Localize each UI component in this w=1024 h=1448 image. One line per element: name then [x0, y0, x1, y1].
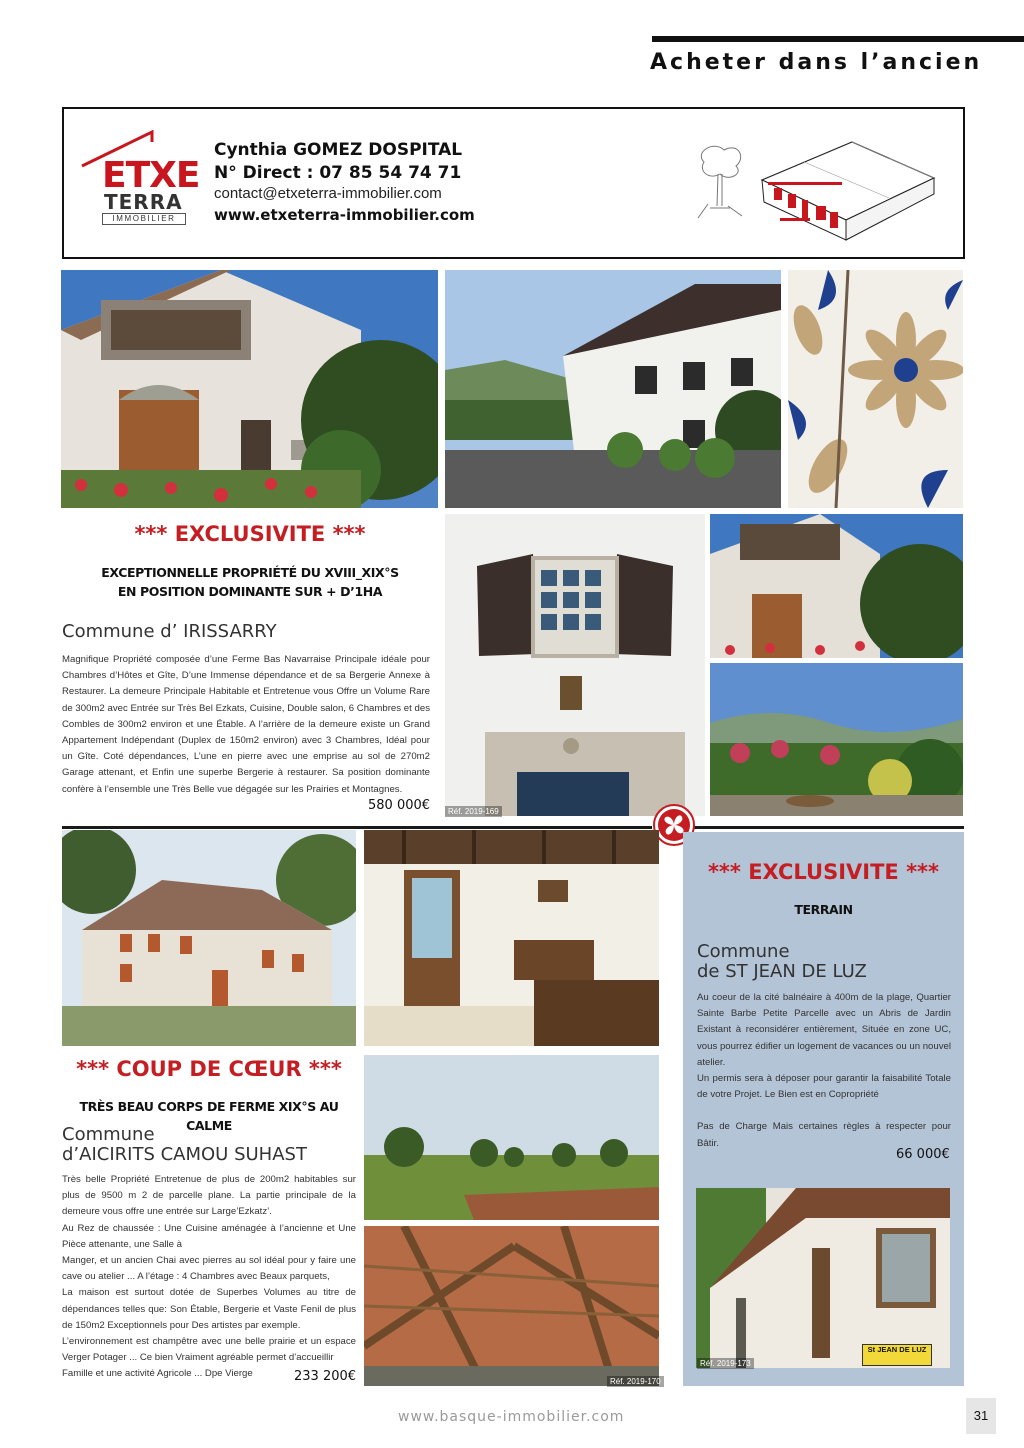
page-number: 31	[966, 1398, 996, 1434]
photo-irissarry-window-lantern	[445, 514, 705, 816]
photo-aicirits-barn-roof	[364, 1226, 659, 1386]
agency-logo	[80, 128, 200, 230]
listing3-headline: TERRAIN	[794, 902, 853, 917]
st-jean-de-luz-sign	[862, 1344, 932, 1366]
section-separator-left	[62, 826, 652, 829]
section-title: Acheter dans l’ancien	[650, 50, 983, 75]
listing3-commune-line1: Commune	[697, 941, 790, 962]
listing3-ref: Réf. 2019-173	[697, 1358, 754, 1369]
logo-word-immobilier: IMMOBILIER	[102, 213, 186, 225]
listing3-paragraph: Pas de Charge Mais certaines règles à respecter pour Bâtir.	[697, 1121, 951, 1149]
listing2-ref: Réf. 2019-170	[607, 1376, 664, 1387]
logo-word-terra: TERRA	[104, 190, 183, 214]
photo-irissarry-facade	[61, 270, 438, 508]
listing2-commune-line1: Commune	[62, 1124, 155, 1145]
listing2-commune	[62, 1125, 356, 1165]
listing3-paragraph: Un permis sera à déposer pour garantir la faisabilité Totale de votre Projet. Le Bien est en Copropriété	[697, 1073, 951, 1101]
listing1-commune: Commune d’ IRISSARRY	[62, 621, 277, 642]
photo-irissarry-house-side	[445, 270, 781, 508]
listing2-coup-de-coeur-banner: *** COUP DE CŒUR ***	[76, 1057, 342, 1081]
listing3-price: 66 000€	[896, 1147, 950, 1162]
photo-aicirits-meadow	[364, 1055, 659, 1220]
listing1-ref: Réf. 2019-169	[445, 806, 502, 817]
listing2-paragraph: Manger, et un ancien Chai avec pierres au sol idéal pour y faire une cave ou atelier ... A l’étage : 4 Chambres avec Beaux parquets,	[62, 1255, 356, 1283]
contact-name: Cynthia GOMEZ DOSPITAL	[214, 140, 463, 160]
contact-email[interactable]: contact@etxeterra-immobilier.com	[214, 185, 442, 202]
contact-phone: N° Direct : 07 85 54 74 71	[214, 163, 462, 183]
farmhouse-sketch-illustration	[684, 122, 954, 244]
listing3-commune-line2: de ST JEAN DE LUZ	[697, 961, 867, 982]
footer-website[interactable]: www.basque-immobilier.com	[398, 1409, 625, 1425]
listing1-headline-line1: EXCEPTIONNELLE PROPRIÉTÉ DU XVIII_XIX°S	[101, 565, 399, 580]
photo-irissarry-tile-detail	[788, 270, 963, 508]
listing2-price: 233 200€	[294, 1369, 357, 1384]
photo-st-jean-de-luz-shed	[696, 1188, 950, 1368]
sign-text: St JEAN DE LUZ	[867, 1345, 927, 1354]
listing1-headline-line2: EN POSITION DOMINANTE SUR + D’1HA	[117, 584, 383, 599]
listing3-description	[697, 990, 951, 1152]
photo-irissarry-balcony	[710, 514, 963, 658]
listing2-paragraph: Très belle Propriété Entretenue de plus de 200m2 habitables sur plus de 9500 m 2 de parcelle plane. La partie principale de la demeure vous offre une entrée sur Large’Ezkatz’.	[62, 1174, 356, 1218]
listing3-exclusive-banner: *** EXCLUSIVITE ***	[707, 860, 940, 884]
photo-irissarry-valley-view	[710, 663, 963, 816]
listing2-paragraph: La maison est surtout dotée de Superbes Volumes au titre de dépendances telles que: Son Étable, Bergerie et Vaste Fenil de plus de 150m2 Exceptionnels pour Des artistes par exemple.	[62, 1287, 356, 1331]
photo-aicirits-farmhouse	[62, 830, 356, 1046]
header-rule	[652, 36, 1024, 42]
contact-website[interactable]: www.etxeterra-immobilier.com	[214, 206, 475, 224]
listing3-commune	[697, 942, 957, 982]
photo-aicirits-kitchen	[364, 830, 659, 1046]
logo-word-etxe: ETXE	[102, 155, 200, 196]
listing2-paragraph: Famille et une activité Agricole ... Dpe Vierge	[62, 1368, 253, 1380]
listing1-exclusive-banner: *** EXCLUSIVITE ***	[134, 522, 366, 546]
listing2-description	[62, 1172, 356, 1383]
listing2-headline: TRÈS BEAU CORPS DE FERME XIX°S AU CALME	[79, 1099, 339, 1133]
listing1-headline	[62, 563, 438, 601]
listing3-paragraph: Au coeur de la cité balnéaire à 400m de la plage, Quartier Sainte Barbe Petite Parcelle avec un Abris de Jardin Existant à reconsidérer entièrement, Située en zone UC, vous pourrez édifier un logement de vacances ou un nouvel atelier.	[697, 992, 951, 1068]
listing2-paragraph: Au Rez de chaussée : Une Cuisine aménagée à l’ancienne et Une Pièce attenante, une Salle à	[62, 1222, 356, 1250]
listing1-price: 580 000€	[368, 798, 431, 813]
listing2-commune-line2: d’AICIRITS CAMOU SUHAST	[62, 1144, 307, 1165]
section-separator-right	[694, 826, 964, 829]
listing1-description: Magnifique Propriété composée d’une Ferme Bas Navarraise Principale idéale pour Chambres d’Hôtes et Gîte, D’une Immense dépendance et de sa Bergerie Annexe à Restaurer. La demeure Principale Habitable et Entretenue vous Offre un Volume Rare de 300m2 avec Entrée sur Très Bel Ezkats, Cuisine, Double salon, 6 Chambres et des Combles de 300m2 environ et une Étable. A l’arrière de la demeure existe un Grand Appartement Indépendant (Duplex de 150m2 environ) avec 3 Chambres, Idéal pour un Gîte. Coté dépendances, L’une en pierre avec une emprise au sol de 270m2 Garage attenant, et Enfin une superbe Bergerie à restaurer. Sa position dominante confère à l’ensemble une Très Belle vue dégagée sur les Prairies et Montagnes.	[62, 654, 430, 795]
listing2-paragraph: L’environnement est champêtre avec une belle prairie et un espace Verger Potager ... Ce bien Vraiment agréable permet d’accueillir	[62, 1336, 356, 1364]
